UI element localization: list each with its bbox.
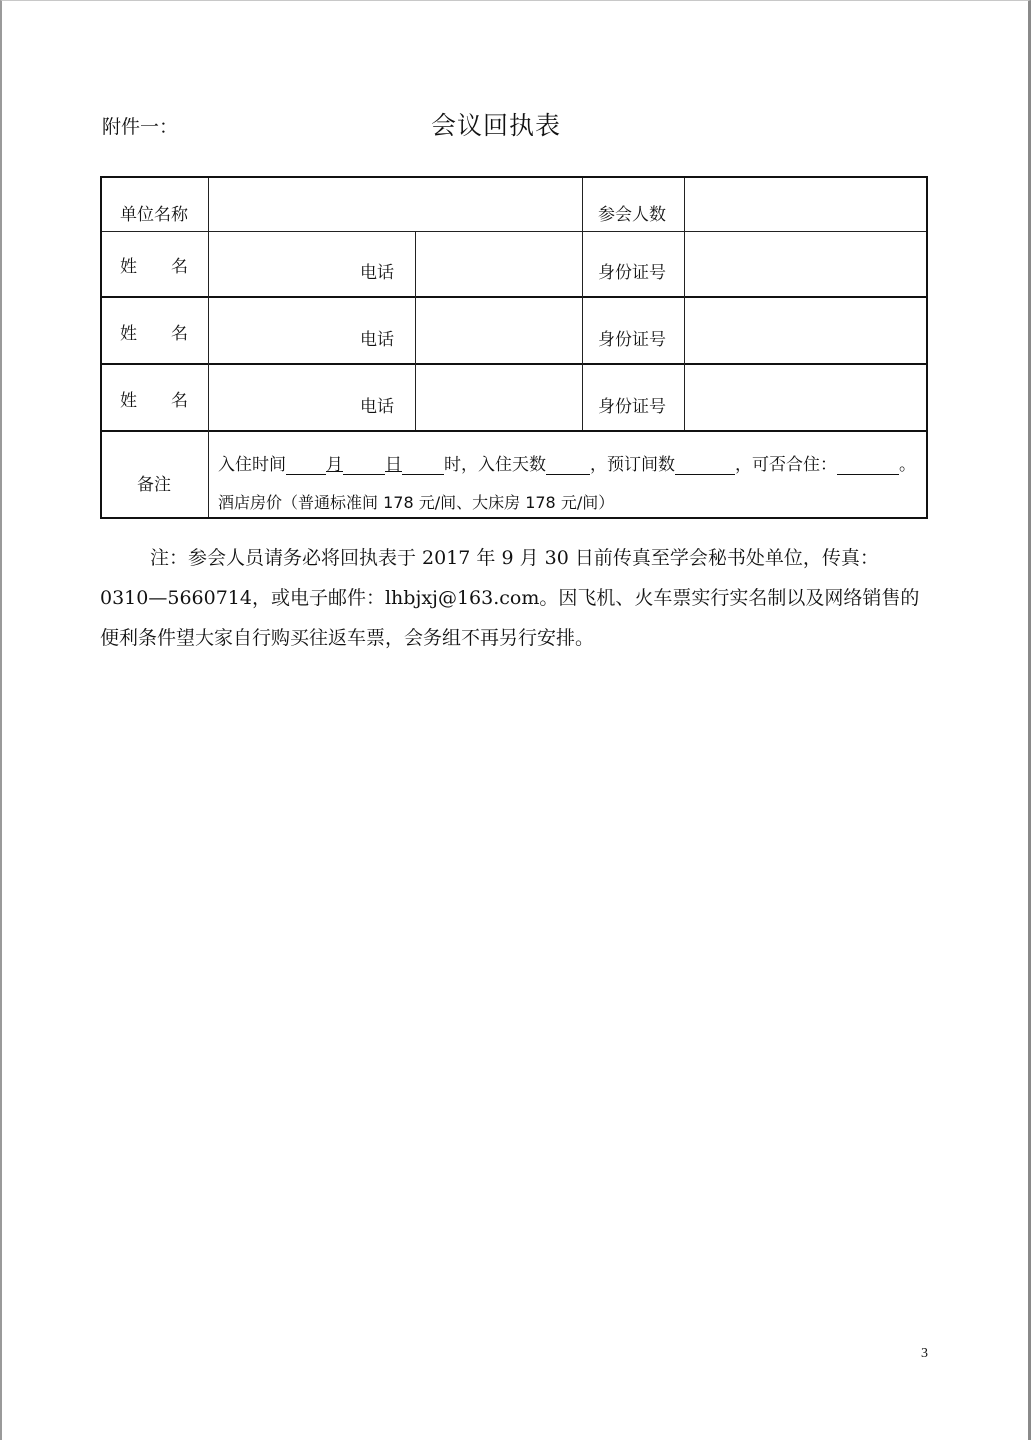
table-row-divider <box>102 430 926 432</box>
rooms-label: ，预订间数 <box>590 455 675 475</box>
table-row-divider <box>102 363 926 365</box>
remarks-checkin-line <box>218 450 916 475</box>
checkin-time-label: 入住时间 <box>218 455 286 475</box>
share-blank[interactable] <box>837 456 899 475</box>
note-line <box>100 538 940 578</box>
note-line-2: 0310—5660714，或电子邮件：lhbjxj@163.com。因飞机、火车票实行实名制以及网络销售的 <box>100 587 920 609</box>
name-label-char: 名 <box>171 324 188 344</box>
table-col-divider <box>415 231 416 430</box>
table-col-divider <box>582 178 583 430</box>
rooms-blank[interactable] <box>675 456 735 475</box>
name-label-char: 名 <box>171 257 188 277</box>
checkin-month-blank[interactable] <box>286 456 326 475</box>
name-label <box>120 386 188 411</box>
id-number-label: 身份证号 <box>598 330 666 350</box>
remarks-label: 备注 <box>137 475 171 495</box>
receipt-table <box>100 176 928 519</box>
stay-days-label: ，入住天数 <box>461 455 546 475</box>
attendee-count-label: 参会人数 <box>598 205 666 225</box>
note-paragraph <box>100 538 940 658</box>
unit-name-label: 单位名称 <box>120 205 188 225</box>
phone-label: 电话 <box>360 263 394 283</box>
phone-label: 电话 <box>360 397 394 417</box>
phone-label: 电话 <box>360 330 394 350</box>
table-col-divider <box>208 178 209 517</box>
checkin-hour-blank[interactable] <box>402 456 444 475</box>
id-number-label: 身份证号 <box>598 397 666 417</box>
checkin-day-blank[interactable] <box>343 456 385 475</box>
attachment-label: 附件一： <box>102 116 179 138</box>
stay-days-blank[interactable] <box>546 456 590 475</box>
name-label-char: 姓 <box>120 257 137 277</box>
end-mark: 。 <box>899 455 916 475</box>
page-number: 3 <box>921 1346 928 1361</box>
name-label <box>120 319 188 344</box>
name-label-char: 姓 <box>120 391 137 411</box>
name-label <box>120 252 188 277</box>
name-label-char: 姓 <box>120 324 137 344</box>
note-line-3: 便利条件望大家自行购买往返车票，会务组不再另行安排。 <box>100 627 595 649</box>
month-label: 月 <box>326 455 343 475</box>
table-row-divider <box>102 231 926 232</box>
table-row-divider <box>102 296 926 298</box>
hotel-price-text: 酒店房价（普通标准间 178 元/间、大床房 178 元/间） <box>218 493 615 512</box>
document-title: 会议回执表 <box>431 111 562 140</box>
note-line-1: 注：参会人员请务必将回执表于 2017 年 9 月 30 日前传真至学会秘书处单位，传真： <box>150 547 879 569</box>
table-col-divider <box>684 178 685 430</box>
share-label: ，可否合住： <box>735 455 837 475</box>
name-label-char: 名 <box>171 391 188 411</box>
day-label: 日 <box>385 455 402 475</box>
hour-label: 时 <box>444 455 461 475</box>
id-number-label: 身份证号 <box>598 263 666 283</box>
